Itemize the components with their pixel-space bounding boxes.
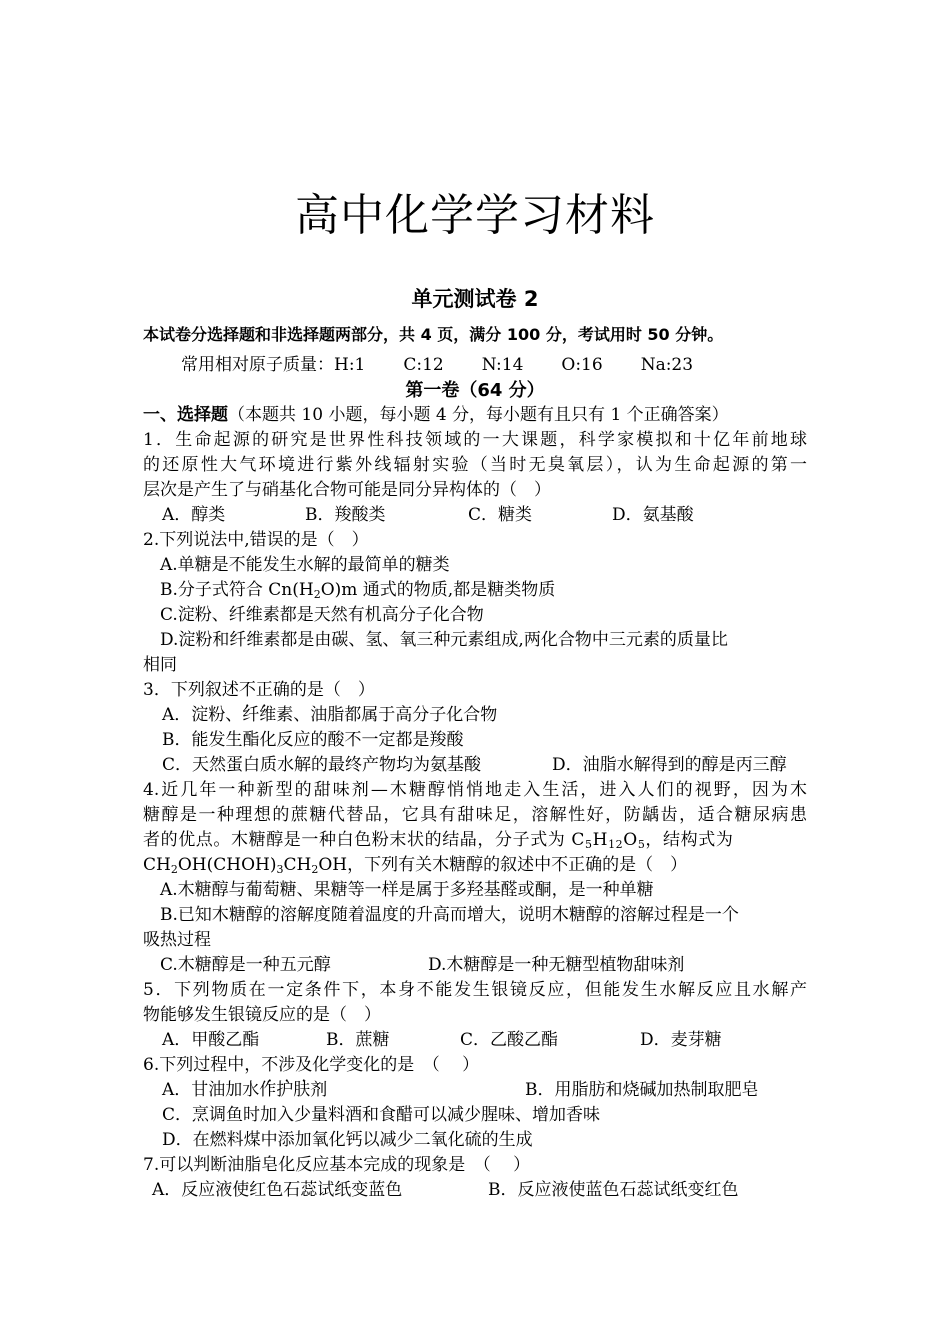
unit-title: 单元测试卷 2 [411, 287, 539, 311]
q3-option-d: D．油脂水解得到的醇是丙三醇 [552, 755, 787, 775]
q4-struct-sub-1: 2 [170, 863, 178, 876]
q3-option-a: A．淀粉、纤维素、油脂都属于高分子化合物 [162, 705, 498, 725]
exam-intro: 本试卷分选择题和非选择题两部分，共 4 页，满分 100 分，考试用时 50 分钟。 [143, 325, 724, 344]
main-title: 高中化学学习材料 [295, 190, 655, 241]
atomic-mass-line [181, 353, 693, 378]
q4-option-b-line-2: 吸热过程 [143, 930, 211, 950]
q4-struct-sub-2: 3 [276, 863, 284, 876]
q6-stem-emphasis-2: 涉 [278, 1055, 296, 1075]
q4-option-c: C.木糖醇是一种五元醇 [160, 955, 331, 975]
q4-formula-h: H [592, 830, 609, 850]
q1-stem-line-3: 层次是产生了与硝基化合物可能是同分异构体的（ ） [143, 480, 551, 500]
q7-stem: 7.可以判断油脂皂化反应基本完成的现象是 （ ） [143, 1155, 531, 1175]
q4-formula-sub-3: 5 [637, 838, 646, 851]
q2-option-b-sub: 2 [313, 588, 321, 601]
q1-option-b: B．羧酸类 [305, 505, 386, 525]
q1-option-c: C．糖类 [468, 505, 533, 525]
q7-option-b: B．反应液使蓝色石蕊试纸变红色 [488, 1180, 739, 1200]
q4-struct-sub-3: 2 [311, 863, 319, 876]
atomic-mass-o: O:16 [561, 355, 603, 375]
q5-option-c: C．乙酸乙酯 [460, 1030, 559, 1050]
q5-option-b: B．蔗糖 [326, 1030, 390, 1050]
q2-option-b-pre: B.分子式符合 Cn(H [160, 580, 314, 600]
q4-option-b-line-1: B.已知木糖醇的溶解度随着温度的升高而增大，说明木糖醇的溶解过程是一个 [160, 905, 739, 925]
q4-stem-line-2: 糖醇是一种理想的蔗糖代替品，它具有甜味足，溶解性好，防龋齿，适合糖尿病患 [143, 805, 807, 825]
q3-option-b: B．能发生酯化反应的酸不一定都是羧酸 [162, 730, 464, 750]
q6-stem-pre: 6.下列过程中， [143, 1055, 262, 1075]
atomic-mass-label: 常用相对原子质量： [181, 355, 334, 375]
q6-option-d: D．在燃料煤中添加氧化钙以减少二氧化硫的生成 [162, 1130, 533, 1150]
q3-option-c: C．天然蛋白质水解的最终产物均为氨基酸 [162, 755, 482, 775]
q2-option-c: C.淀粉、纤维素都是天然有机高分子化合物 [160, 605, 484, 625]
q5-stem-line-2: 物能够发生银镜反应的是（ ） [143, 1005, 381, 1025]
q4-stem-line-1: 4.近几年一种新型的甜味剂—木糖醇悄悄地走入生活，进入人们的视野，因为木 [143, 780, 807, 800]
q4-formula-sub-1: 5 [585, 838, 593, 851]
atomic-mass-c: C:12 [403, 355, 444, 375]
q4-stem-line-3-post: ，结构式为 [645, 830, 734, 850]
atomic-mass-n: N:14 [481, 355, 524, 375]
q2-option-b [160, 578, 555, 603]
q2-option-b-post: O)m 通式的物质,都是糖类物质 [320, 580, 556, 600]
q3-stem-emphasis-1: 不 [238, 680, 256, 700]
section-heading-line [143, 403, 729, 428]
section-note: （本题共 10 小题，每小题 4 分，每小题有且只有 1 个正确答案） [228, 405, 729, 425]
q6-option-a: A．甘油加水作护肤剂 [162, 1080, 328, 1100]
q3-stem-emphasis-2: 正 [255, 680, 273, 700]
q5-option-a: A．甲酸乙酯 [162, 1030, 260, 1050]
q3-stem [143, 678, 375, 703]
q1-stem-line-1: 1．生命起源的研究是世界性科技领域的一大课题，科学家模拟和十亿年前地球 [143, 430, 807, 450]
q1-stem-line-2: 的还原性大气环境进行紫外线辐射实验（当时无臭氧层），认为生命起源的第一 [143, 455, 807, 475]
q5-option-d: D．麦芽糖 [640, 1030, 722, 1050]
q2-option-a: A.单糖是不能发生水解的最简单的糖类 [160, 555, 450, 575]
q5-stem-line-1: 5．下列物质在一定条件下，本身不能发生银镜反应，但能发生水解反应且水解产 [143, 980, 807, 1000]
atomic-mass-na: Na:23 [640, 355, 694, 375]
q4-stem-line-3 [143, 828, 733, 853]
q4-formula-sub-2: 12 [608, 838, 624, 851]
q4-option-d: D.木糖醇是一种无糖型植物甜味剂 [428, 955, 685, 975]
q3-stem-pre: 3．下列叙述 [143, 680, 239, 700]
q4-stem-line-4 [143, 853, 687, 878]
q4-stem-line-4-post: OH，下列有关木糖醇的叙述中不正确的是（ ） [318, 855, 688, 875]
q2-stem: 2.下列说法中,错误的是（ ） [143, 530, 369, 550]
q4-struct-1: CH [143, 855, 171, 875]
section-heading: 一、选择题 [143, 405, 228, 425]
q4-stem-line-3-pre: 者的优点。木糖醇是一种白色粉末状的结晶，分子式为 C [143, 830, 586, 850]
q4-option-a: A.木糖醇与葡萄糖、果糖等一样是属于多羟基醛或酮，是一种单糖 [160, 880, 654, 900]
q7-option-a: A．反应液使红色石蕊试纸变蓝色 [152, 1180, 403, 1200]
q6-option-c: C．烹调鱼时加入少量料酒和食醋可以减少腥味、增加香味 [162, 1105, 601, 1125]
q3-stem-post: 确的是（ ） [272, 680, 375, 700]
q1-option-a: A．醇类 [162, 505, 226, 525]
part-title: 第一卷（64 分） [405, 380, 545, 401]
q1-option-d: D．氨基酸 [612, 505, 694, 525]
q4-struct-3: CH [283, 855, 312, 875]
q6-stem [143, 1053, 479, 1078]
q4-struct-2: OH(CHOH) [177, 855, 277, 875]
q6-stem-post: 化学变化的是 （ ） [312, 1055, 480, 1075]
q6-option-b: B．用脂肪和烧碱加热制取肥皂 [525, 1080, 759, 1100]
q4-formula-o: O [623, 830, 638, 850]
q6-stem-emphasis-1: 不 [261, 1055, 279, 1075]
q6-stem-emphasis-3: 及 [295, 1055, 313, 1075]
q2-option-d-line-1: D.淀粉和纤维素都是由碳、氢、氧三种元素组成,两化合物中三元素的质量比 [160, 630, 728, 650]
atomic-mass-h: H:1 [334, 355, 366, 375]
q2-option-d-line-2: 相同 [143, 655, 177, 675]
